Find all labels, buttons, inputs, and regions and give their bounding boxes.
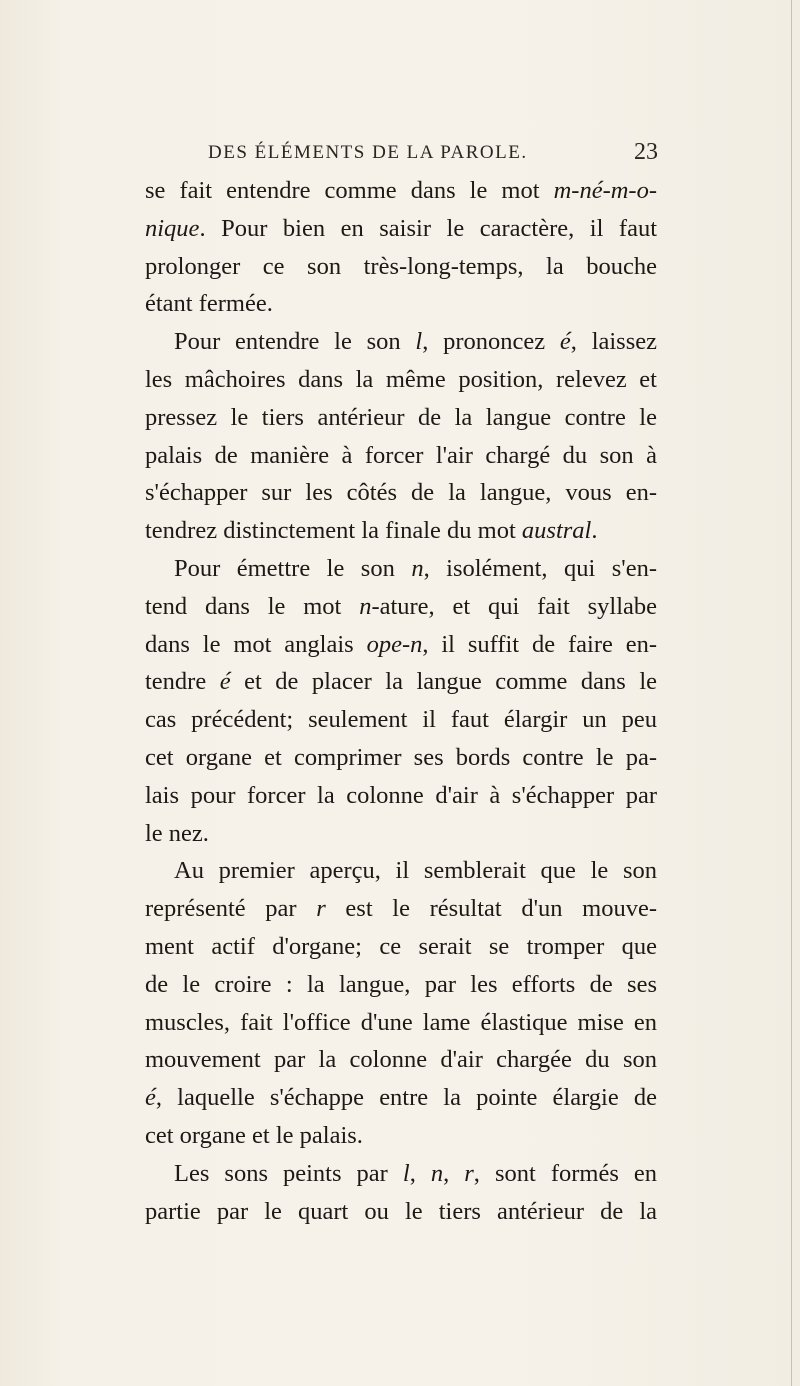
text-line xyxy=(145,815,657,853)
text-run: , prononcez xyxy=(422,328,560,356)
text-run: partie par le quart ou le tiers antérieur de la xyxy=(145,1197,657,1225)
text-run: ment actif d'organe; ce serait se tromper que xyxy=(145,932,657,960)
text-line xyxy=(145,701,657,739)
text-run: est le résultat d'un mouve- xyxy=(325,895,657,923)
text-line xyxy=(145,474,657,512)
body-text xyxy=(145,172,657,1230)
italic-term: m-né-m-o- xyxy=(553,177,657,204)
text-run: . Pour bien en saisir le caractère, il faut xyxy=(199,214,657,242)
text-run: et de placer la langue comme dans le xyxy=(230,668,657,696)
italic-term: r xyxy=(316,895,326,923)
text-run: s'échapper sur les côtés de la langue, vous en- xyxy=(145,479,657,507)
italic-term: nique xyxy=(145,214,200,242)
text-line xyxy=(145,1041,657,1079)
text-line xyxy=(145,777,657,815)
text-run: cet organe et comprimer ses bords contre le pa- xyxy=(145,743,657,771)
italic-term: é xyxy=(559,328,571,356)
text-line xyxy=(145,1004,657,1042)
text-run: Les sons peints par xyxy=(174,1159,403,1187)
text-run: étant fermée. xyxy=(145,290,273,318)
text-run: , laquelle s'échappe entre la pointe élargie de xyxy=(155,1084,657,1112)
text-line xyxy=(145,626,657,664)
italic-term: n xyxy=(430,1159,444,1187)
text-run: prolonger ce son très-long-temps, la bouche xyxy=(145,252,657,280)
italic-term: l xyxy=(402,1159,410,1187)
text-run: Pour émettre le son xyxy=(174,554,412,582)
text-line xyxy=(145,1155,657,1193)
text-run: mouvement par la colonne d'air chargée du son xyxy=(145,1046,657,1074)
text-line xyxy=(145,361,657,399)
text-run: , xyxy=(443,1159,465,1187)
text-run: , isolément, qui s'en- xyxy=(423,554,657,582)
text-line xyxy=(145,550,657,588)
text-run: de le croire : la langue, par les efforts de ses xyxy=(145,970,657,998)
text-run: les mâchoires dans la même position, relevez et xyxy=(145,365,657,393)
text-run: , xyxy=(409,1159,431,1187)
italic-term: é xyxy=(219,668,231,696)
text-run: représenté par xyxy=(145,895,317,923)
italic-term: austral xyxy=(521,517,592,545)
text-run: Pour entendre le son xyxy=(174,328,416,356)
text-run: dans le mot anglais xyxy=(145,630,367,658)
text-run: lais pour forcer la colonne d'air à s'échapper par xyxy=(145,781,657,809)
text-line xyxy=(145,928,657,966)
text-run: tend dans le mot xyxy=(145,592,360,620)
text-line xyxy=(145,210,657,248)
italic-term: ope-n xyxy=(366,630,423,658)
running-title: DES ÉLÉMENTS DE LA PAROLE. xyxy=(208,142,528,163)
text-run: muscles, fait l'office d'une lame élastique mise en xyxy=(145,1008,657,1036)
text-line xyxy=(145,739,657,777)
text-line xyxy=(145,512,657,550)
text-run: , il suffit de faire en- xyxy=(422,630,657,658)
text-line xyxy=(145,890,657,928)
text-run: cas précédent; seulement il faut élargir un peu xyxy=(145,706,657,734)
text-line xyxy=(145,285,657,323)
italic-term: n xyxy=(359,592,372,620)
text-run: , sont formés en xyxy=(473,1159,658,1187)
text-line xyxy=(145,248,657,286)
text-run: Au premier aperçu, il semblerait que le son xyxy=(174,857,657,885)
text-run: se fait entendre comme dans le mot xyxy=(145,177,554,204)
text-run: palais de manière à forcer l'air chargé du son à xyxy=(145,441,657,469)
text-run: tendre xyxy=(145,668,220,696)
running-head xyxy=(208,139,658,172)
text-run: -ature, et qui fait syllabe xyxy=(371,592,658,620)
page-edge-divider xyxy=(791,0,792,1386)
text-line xyxy=(145,1193,657,1231)
italic-term: l xyxy=(415,328,423,356)
text-line xyxy=(145,323,657,361)
italic-term: é xyxy=(145,1084,156,1112)
text-line xyxy=(145,437,657,475)
text-run: . xyxy=(591,517,598,545)
text-line xyxy=(145,399,657,437)
italic-term: n xyxy=(411,554,424,582)
text-line xyxy=(145,966,657,1004)
page-number: 23 xyxy=(634,139,658,165)
text-line xyxy=(145,1117,657,1155)
text-line xyxy=(145,1079,657,1117)
text-run: tendrez distinctement la finale du mot xyxy=(145,517,522,545)
text-line xyxy=(145,663,657,701)
text-run: pressez le tiers antérieur de la langue contre le xyxy=(145,403,657,431)
text-line xyxy=(145,172,657,210)
italic-term: r xyxy=(464,1159,474,1187)
text-line xyxy=(145,588,657,626)
text-run: , laissez xyxy=(570,328,657,356)
text-run: cet organe et le palais. xyxy=(145,1121,363,1149)
text-run: le nez. xyxy=(145,819,209,847)
text-line xyxy=(145,852,657,890)
